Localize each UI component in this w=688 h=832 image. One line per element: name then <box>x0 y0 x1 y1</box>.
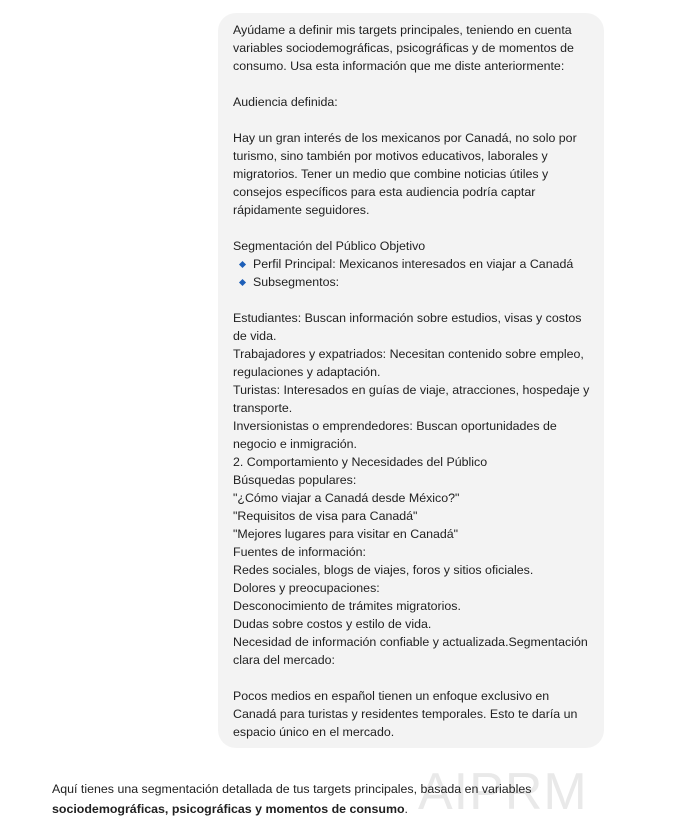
message-line: Dudas sobre costos y estilo de vida. <box>233 617 432 631</box>
bullet-list <box>233 255 594 291</box>
message-line: Inversionistas o emprendedores: Buscan oportunidades de negocio e inmigración. <box>233 419 561 451</box>
audience-heading: Audiencia definida: <box>233 95 338 109</box>
diamond-bullet-icon <box>239 279 246 286</box>
message-line: "Mejores lugares para visitar en Canadá" <box>233 527 459 541</box>
message-line: 2. Comportamiento y Necesidades del Público <box>233 455 488 469</box>
message-line: Redes sociales, blogs de viajes, foros y sitios oficiales. <box>233 563 534 577</box>
message-line: Desconocimiento de trámites migratorios. <box>233 599 461 613</box>
message-line: Trabajadores y expatriados: Necesitan contenido sobre empleo, regulaciones y adaptación. <box>233 347 588 379</box>
watermark-logo: AIPRM <box>418 763 588 821</box>
message-intro: Ayúdame a definir mis targets principales, teniendo en cuenta variables sociodemográficas, psicográficas y de momentos de consumo. Usa esta información que me diste anteriormente: <box>233 23 578 73</box>
message-line: Fuentes de información: <box>233 545 366 559</box>
segmentation-heading: Segmentación del Público Objetivo <box>233 239 426 253</box>
reply-lead: Aquí tienes una segmentación detallada de tus targets principales, basada en variables <box>52 782 532 796</box>
reply-tail: . <box>404 802 408 816</box>
message-closing: Pocos medios en español tienen un enfoque exclusivo en Canadá para turistas y residentes temporales. Esto te daría un espacio único en el mercado. <box>233 689 581 739</box>
list-item: Subsegmentos: <box>233 273 594 291</box>
list-item: Perfil Principal: Mexicanos interesados en viajar a Canadá <box>233 255 594 273</box>
message-line: "¿Cómo viajar a Canadá desde México?" <box>233 491 460 505</box>
reply-bold: sociodemográficas, psicográficas y momentos de consumo <box>52 802 405 816</box>
audience-text: Hay un gran interés de los mexicanos por Canadá, no solo por turismo, sino también por motivos educativos, laborales y migratorios. Tener un medio que combine noticias útiles y consejos específicos para esta audiencia podría captar rápidamente seguidores. <box>233 131 581 217</box>
message-line: "Requisitos de visa para Canadá" <box>233 509 418 523</box>
diamond-bullet-icon <box>239 261 246 268</box>
message-line: Dolores y preocupaciones: <box>233 581 380 595</box>
message-line: Turistas: Interesados en guías de viaje, atracciones, hospedaje y transporte. <box>233 383 593 415</box>
message-line: Búsquedas populares: <box>233 473 357 487</box>
assistant-reply <box>52 779 572 819</box>
user-message-bubble <box>218 13 604 748</box>
message-line: Necesidad de información confiable y actualizada.Segmentación clara del mercado: <box>233 635 592 667</box>
message-line: Estudiantes: Buscan información sobre estudios, visas y costos de vida. <box>233 311 585 343</box>
